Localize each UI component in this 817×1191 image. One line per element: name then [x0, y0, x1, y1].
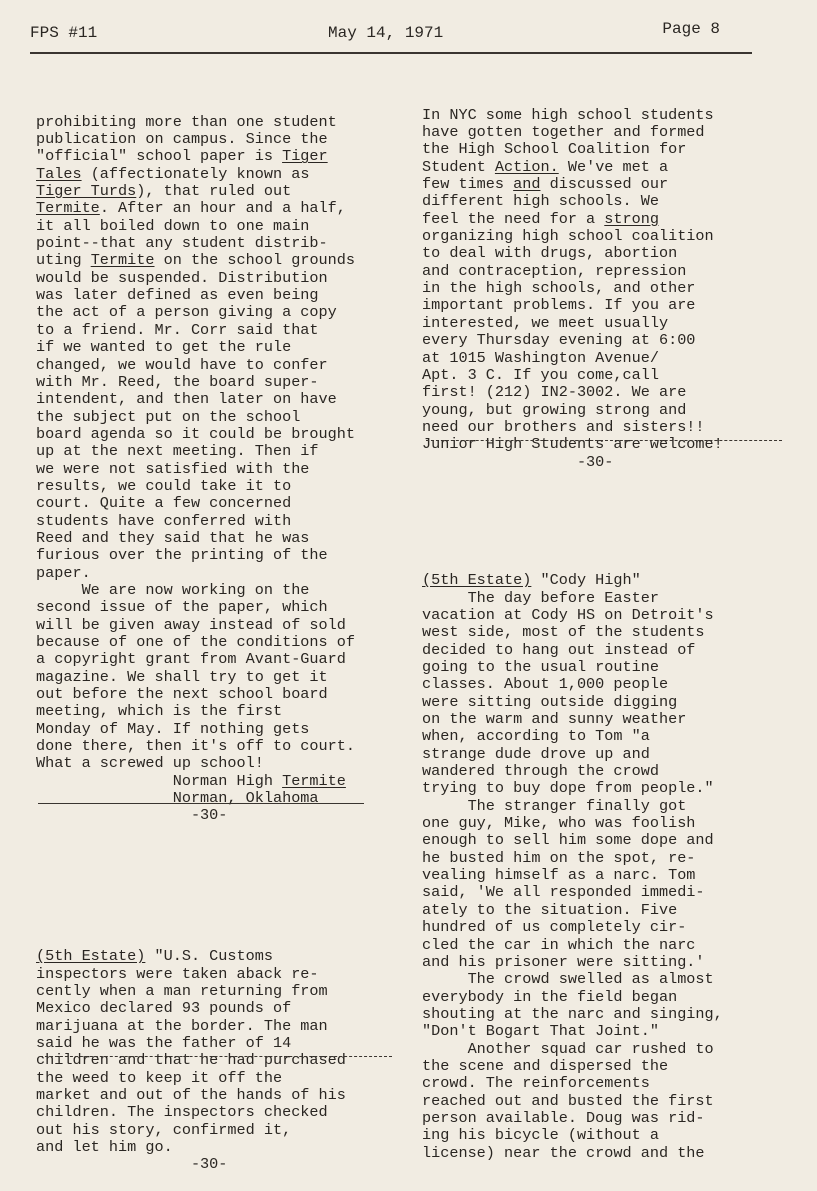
text-line: to a friend. Mr. Corr said that: [36, 320, 319, 339]
text-line: the subject put on the school: [36, 407, 301, 426]
text-line: The crowd swelled as almost: [422, 970, 714, 989]
text-line: -30-: [422, 452, 614, 471]
text-line: because of one of the conditions of: [36, 633, 355, 651]
text-line: Reed and they said that he was: [36, 528, 310, 547]
text-line: feel the need for a strong: [422, 209, 659, 228]
page-header: [30, 18, 752, 46]
text-line: -30-: [36, 806, 228, 825]
right-column: [422, 72, 792, 1179]
text-line: when, according to Tom "a: [422, 727, 650, 746]
text-line: publication on campus. Since the: [36, 130, 328, 149]
text-line: have gotten together and formed: [422, 123, 705, 142]
text-line: marijuana at the border. The man: [36, 1016, 328, 1035]
text-line: up at the next meeting. Then if: [36, 442, 319, 461]
text-line: was later defined as even being: [36, 286, 319, 305]
article-separator-space: [422, 506, 792, 538]
header-rule: [30, 52, 752, 54]
text-line: it all boiled down to one main: [36, 216, 310, 235]
text-line: The stranger finally got: [422, 796, 687, 815]
text-line: children and that he had purchased: [36, 1051, 346, 1070]
text-line: need our brothers and sisters!!: [422, 417, 705, 436]
customs-article: [36, 948, 404, 1173]
text-line: enough to sell him some dope and: [422, 831, 714, 850]
text-line: paper.: [36, 563, 91, 582]
text-line: done there, then it's off to court.: [36, 737, 355, 756]
article-separator-space: [36, 859, 404, 913]
text-line: with Mr. Reed, the board super-: [36, 372, 319, 391]
text-line: vealing himself as a narc. Tom: [422, 866, 696, 885]
nyc-coalition-article: [422, 107, 792, 471]
text-line: out his story, confirmed it,: [36, 1120, 292, 1139]
text-line: ing his bicycle (without a: [422, 1126, 659, 1145]
issue-date: May 14, 1971: [328, 24, 444, 42]
text-line: classes. About 1,000 people: [422, 675, 669, 694]
text-line: uting Termite on the school grounds: [36, 251, 356, 270]
text-line: Junior High Students are welcome!: [422, 435, 723, 454]
text-line: one guy, Mike, who was foolish: [422, 814, 696, 833]
text-line: and contraception, repression: [422, 261, 687, 280]
text-line: in the high schools, and other: [422, 279, 696, 298]
text-line: everybody in the field began: [422, 987, 678, 1006]
text-line: the scene and dispersed the: [422, 1056, 669, 1075]
text-line: (5th Estate) "Cody High": [422, 571, 641, 590]
text-line: children. The inspectors checked: [36, 1103, 328, 1122]
text-line: court. Quite a few concerned: [36, 494, 292, 513]
text-line: board agenda so it could be brought: [36, 424, 355, 443]
text-line: out before the next school board: [36, 685, 328, 704]
text-line: interested, we meet usually: [422, 313, 669, 332]
text-line: would be suspended. Distribution: [36, 268, 328, 287]
text-line: hundred of us completely cir-: [422, 918, 687, 937]
text-line: intendent, and then later on have: [36, 390, 337, 409]
text-line: We are now working on the: [36, 580, 310, 599]
text-line: crowd. The reinforcements: [422, 1074, 650, 1093]
text-line: results, we could take it to: [36, 476, 292, 495]
text-line: important problems. If you are: [422, 296, 696, 315]
text-line: every Thursday evening at 6:00: [422, 331, 696, 350]
text-line: trying to buy dope from people.": [422, 779, 714, 798]
text-line: the weed to keep it off the: [36, 1068, 283, 1087]
text-line: Tales (affectionately known as: [36, 164, 310, 183]
text-line: Another squad car rushed to: [422, 1039, 714, 1058]
text-line: In NYC some high school students: [422, 105, 714, 124]
text-line: at 1015 Washington Avenue/: [422, 348, 659, 367]
text-line: were sitting outside digging: [422, 692, 678, 711]
termite-article: [36, 114, 404, 825]
text-line: on the warm and sunny weather: [422, 710, 687, 729]
text-line: Apt. 3 C. If you come,call: [422, 365, 659, 384]
text-line: (5th Estate) "U.S. Customs: [36, 947, 273, 966]
text-line: said, 'We all responded immedi-: [422, 883, 705, 902]
text-line: Mexico declared 93 pounds of: [36, 999, 292, 1018]
text-line: if we wanted to get the rule: [36, 338, 292, 357]
cody-high-article: [422, 572, 792, 1162]
text-line: organizing high school coalition: [422, 227, 714, 246]
text-line: Monday of May. If nothing gets: [36, 719, 310, 738]
text-line: the act of a person giving a copy: [36, 303, 337, 322]
text-line: young, but growing strong and: [422, 400, 687, 419]
text-line: cently when a man returning from: [36, 981, 328, 1000]
text-line: wandered through the crowd: [422, 762, 659, 781]
text-line: What a screwed up school!: [36, 754, 264, 773]
text-line: said he was the father of 14: [36, 1033, 292, 1052]
text-line: few times and discussed our: [422, 175, 669, 194]
text-line: students have conferred with: [36, 511, 292, 530]
left-column: [36, 79, 404, 1191]
text-line: inspectors were taken aback re-: [36, 964, 319, 983]
text-line: furious over the printing of the: [36, 546, 328, 565]
text-line: will be given away instead of sold: [36, 615, 346, 634]
text-line: he busted him on the spot, re-: [422, 848, 696, 867]
text-line: the High School Coalition for: [422, 140, 687, 159]
text-line: "Don't Bogart That Joint.": [422, 1022, 659, 1041]
text-line: license) near the crowd and the: [422, 1143, 705, 1162]
text-line: meeting, which is the first: [36, 702, 283, 721]
text-line: Norman High Termite: [36, 771, 346, 790]
text-line: strange dude drove up and: [422, 744, 650, 763]
text-line: changed, we would have to confer: [36, 355, 328, 374]
text-line: we were not satisfied with the: [36, 459, 310, 478]
text-line: -30-: [36, 1155, 228, 1174]
text-line: shouting at the narc and singing,: [422, 1004, 723, 1023]
text-line: Tiger Turds), that ruled out: [36, 182, 292, 201]
right-separator-dashed-rule: [426, 440, 782, 441]
text-line: and his prisoner were sitting.': [422, 952, 705, 971]
left-bottom-dashed-rule: [40, 1056, 392, 1057]
page-number: Page 8: [662, 20, 720, 38]
text-line: and let him go.: [36, 1137, 173, 1156]
text-line: Student Action. We've met a: [422, 157, 669, 176]
text-line: magazine. We shall try to get it: [36, 667, 328, 686]
text-line: decided to hang out instead of: [422, 640, 696, 659]
text-line: market and out of the hands of his: [36, 1085, 346, 1104]
text-line: prohibiting more than one student: [36, 112, 337, 131]
text-line: Norman, Oklahoma: [36, 789, 319, 808]
text-line: second issue of the paper, which: [36, 598, 328, 617]
text-line: The day before Easter: [422, 588, 659, 607]
text-line: to deal with drugs, abortion: [422, 244, 678, 263]
text-line: vacation at Cody HS on Detroit's: [422, 605, 714, 624]
text-line: point--that any student distrib-: [36, 234, 328, 253]
text-line: cled the car in which the narc: [422, 935, 696, 954]
text-line: "official" school paper is Tiger: [36, 147, 328, 166]
text-line: different high schools. We: [422, 192, 659, 211]
text-line: west side, most of the students: [422, 623, 705, 642]
text-line: first! (212) IN2-3002. We are: [422, 383, 687, 402]
text-line: reached out and busted the first: [422, 1091, 714, 1110]
issue-label: FPS #11: [30, 24, 98, 42]
left-separator-rule: [38, 803, 364, 804]
text-line: Termite. After an hour and a half,: [36, 199, 346, 218]
text-line: a copyright grant from Avant-Guard: [36, 650, 346, 669]
text-line: going to the usual routine: [422, 658, 659, 676]
text-line: person available. Doug was rid-: [422, 1108, 705, 1127]
text-line: ately to the situation. Five: [422, 900, 678, 919]
